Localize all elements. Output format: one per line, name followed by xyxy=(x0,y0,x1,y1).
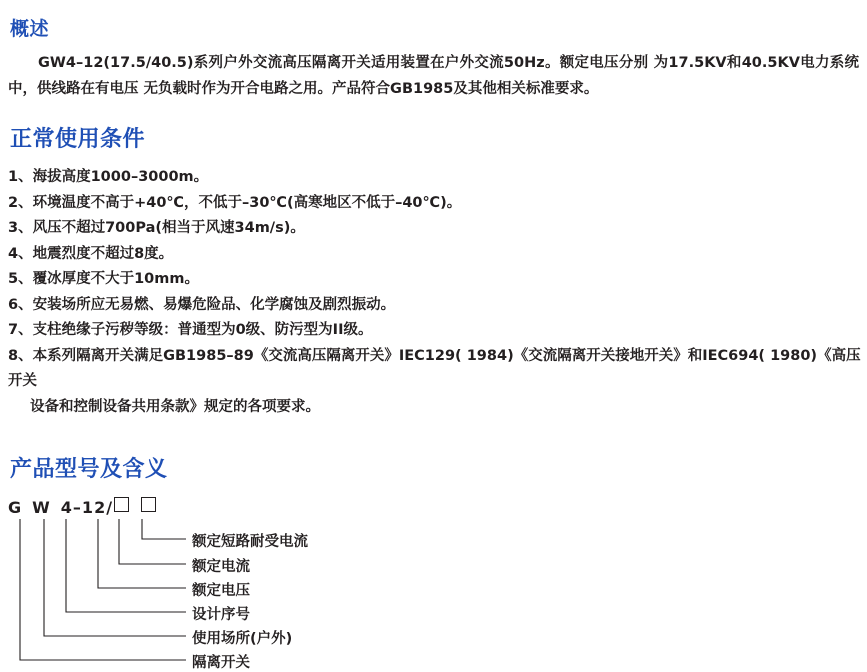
model-code-slash: / xyxy=(106,498,114,517)
list-item-text-continued: 设备和控制设备共用条款》规定的各项要求。 xyxy=(30,398,320,415)
list-item-number: 2、 xyxy=(8,194,33,211)
list-item-text: 支柱绝缘子污秽等级：普通型为0级、防污型为II级。 xyxy=(32,322,373,338)
conditions-heading: 正常使用条件 xyxy=(10,127,146,152)
model-label-usage-location: 使用场所(户外) xyxy=(192,631,293,647)
overview-heading: 概述 xyxy=(10,18,50,40)
list-item xyxy=(8,344,861,421)
model-label-disconnector: 隔离开关 xyxy=(192,655,250,671)
model-label-rated-current: 额定电流 xyxy=(192,559,250,575)
list-item-text: 环境温度不高于+40℃，不低于–30℃(高寒地区不低于–40℃)。 xyxy=(32,194,462,211)
overview-paragraph-text: GW4–12(17.5/40.5)系列户外交流高压隔离开关适用装置在户外交流50Hz。额定电压分别 为17.5KV和40.5KV电力系统中，供线路在有电压 无负载时作为开合电路之用。产品符合GB1985及其他相关标准要求。 xyxy=(8,55,859,97)
document-page xyxy=(0,14,867,671)
list-item-text: 本系列隔离开关满足GB1985–89《交流高压隔离开关》IEC129( 1984)《交流隔离开关接地开关》和IEC694( 1980)《高压开关 xyxy=(8,347,861,389)
list-item-text: 风压不超过700Pa(相当于风速34m/s)。 xyxy=(32,220,305,236)
list-item xyxy=(8,191,861,217)
list-item-text: 海拔高度1000–3000m。 xyxy=(32,169,209,185)
model-label-rated-voltage: 额定电压 xyxy=(192,583,250,599)
list-item-number: 1、 xyxy=(8,169,33,185)
list-item-text: 覆冰厚度不大于10mm。 xyxy=(32,271,199,287)
list-item-number: 5、 xyxy=(8,271,33,287)
model-designation-diagram xyxy=(6,497,861,671)
model-heading: 产品型号及含义 xyxy=(10,457,168,482)
list-item-number: 7、 xyxy=(8,322,33,338)
list-item-number: 4、 xyxy=(8,245,33,262)
list-item xyxy=(8,242,861,268)
list-item xyxy=(8,165,861,191)
list-item-number: 3、 xyxy=(8,220,33,236)
list-item-number: 6、 xyxy=(8,296,33,313)
model-code-g: G xyxy=(8,498,23,517)
list-item xyxy=(8,293,861,319)
list-item xyxy=(8,318,861,344)
model-code-series: 4–12 xyxy=(60,498,107,517)
overview-paragraph xyxy=(8,50,859,102)
model-label-rated-short-circuit-current: 额定短路耐受电流 xyxy=(192,534,308,550)
list-item xyxy=(8,216,861,242)
list-item xyxy=(8,267,861,293)
model-code-w: W xyxy=(32,498,51,517)
list-item-text: 地震烈度不超过8度。 xyxy=(32,245,174,262)
list-item-number: 8、 xyxy=(8,347,33,364)
conditions-list xyxy=(8,165,861,420)
model-label-design-serial: 设计序号 xyxy=(192,607,250,623)
list-item-text: 安装场所应无易燃、易爆危险品、化学腐蚀及剧烈振动。 xyxy=(32,296,396,313)
